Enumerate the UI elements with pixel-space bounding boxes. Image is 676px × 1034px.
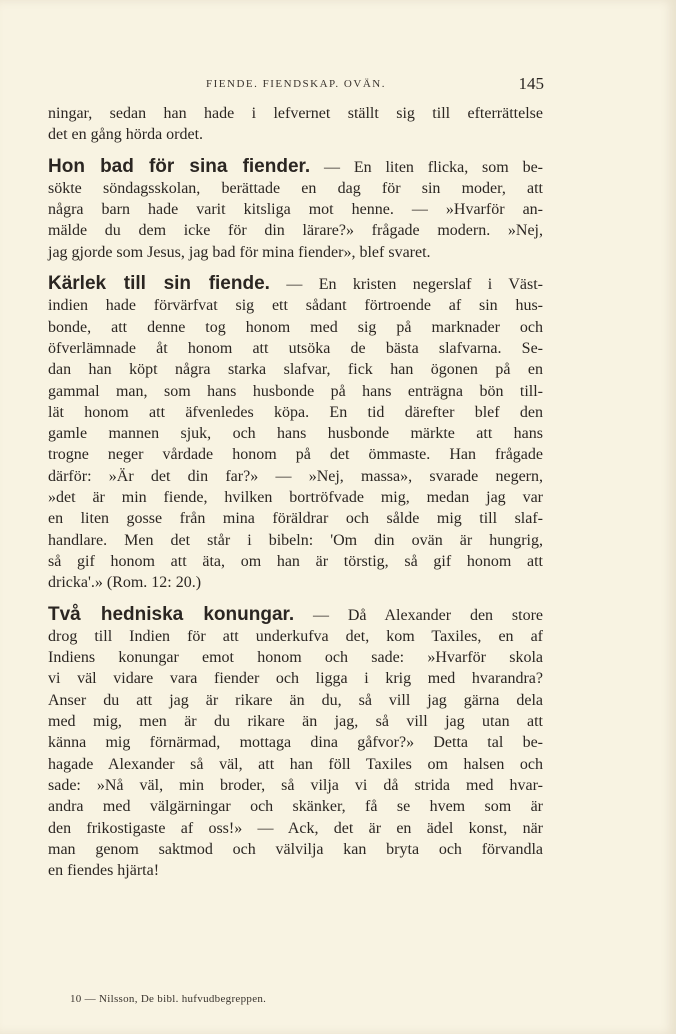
text-line	[48, 338, 543, 359]
line-text: det en gång hörda ordet.	[48, 126, 204, 144]
text-line	[48, 754, 543, 775]
running-head-title: FIENDE. FIENDSKAP. OVÄN.	[206, 78, 386, 90]
line-text: hagade Alexander så väl, att han föll Taxiles om halsen och	[48, 755, 543, 773]
text-line	[48, 572, 543, 593]
line-text: vi väl vidare vara fiender och ligga i krig med hvarandra?	[48, 670, 543, 688]
text-line	[48, 178, 543, 199]
line-text: en liten gosse från mina föräldrar och sålde mig till slaf-	[48, 510, 543, 528]
text-line	[48, 423, 543, 444]
text-line	[48, 732, 543, 753]
line-text: handlare. Men det står i bibeln: 'Om din ovän är hungrig,	[48, 531, 543, 549]
line-text: den frikostigaste af oss!» — Ack, det är en ädel konst, när	[48, 819, 543, 837]
line-text: Indiens konungar emot honom och sade: »Hvarför skola	[48, 649, 543, 667]
paragraph-gap	[48, 263, 543, 273]
line-text: »det är min fiende, hvilken bortröfvade mig, medan jag var	[48, 489, 543, 507]
line-text: med mig, men är du rikare än jag, så vill jag utan att	[48, 713, 543, 731]
paragraph	[48, 273, 543, 593]
line-text: mälde du dem icke för din lärare?» frågade modern. »Nej,	[48, 222, 543, 240]
line-text: Anser du att jag är rikare än du, så vill jag gärna dela	[48, 691, 543, 709]
line-text: några barn hade varit kitsliga mot henne. — »Hvarför an-	[48, 201, 543, 219]
text-line	[48, 839, 543, 860]
text-line	[48, 818, 543, 839]
line-text: känna mig förnärmad, mottaga dina gåfvor?» Detta tal be-	[48, 734, 543, 752]
text-line	[48, 690, 543, 711]
text-line	[48, 220, 543, 241]
text-line	[48, 775, 543, 796]
paragraph	[48, 604, 543, 882]
line-text: — Då Alexander den store	[294, 606, 544, 624]
paragraph	[48, 156, 543, 263]
line-text: trogne neger vårdade honom på det ömmaste. Han frågade	[48, 446, 543, 464]
paragraph	[48, 103, 543, 146]
text-line	[48, 626, 543, 647]
text-line	[48, 466, 543, 487]
line-text: gamle mannen sjuk, och hans husbonde märkte att hans	[48, 425, 543, 443]
line-text: så gif honom att äta, om han är törstig, så gif honom att	[48, 552, 543, 570]
line-text: en fiendes hjärta!	[48, 862, 160, 880]
line-text: drog till Indien för att underkufva det, kom Taxiles, en af	[48, 627, 543, 645]
text-line	[48, 317, 543, 338]
text-line	[48, 402, 543, 423]
text-line	[48, 647, 543, 668]
text-line	[48, 199, 543, 220]
text-line	[48, 103, 543, 124]
line-text: man genom saktmod och välvilja kan bryta och förvandla	[48, 840, 543, 858]
footer-signature: 10 — Nilsson, De bibl. hufvudbegreppen.	[70, 993, 267, 1005]
line-text: — En kristen negerslaf i Väst-	[269, 276, 544, 294]
text-line	[48, 359, 543, 380]
text-line	[48, 444, 543, 465]
line-text: — En liten flicka, som be-	[310, 158, 543, 176]
section-heading: Kärlek till sin fiende.	[48, 273, 270, 295]
text-line	[48, 668, 543, 689]
page-number: 145	[518, 74, 544, 93]
text-line	[48, 508, 543, 529]
line-text: jag gjorde som Jesus, jag bad för mina fiender», blef svaret.	[48, 243, 431, 261]
line-text: indien hade förvärfvat sig ett sådant förtroende af sin hus-	[48, 297, 543, 315]
line-text: sökte söndagsskolan, berättade en dag för sin moder, att	[48, 179, 543, 197]
text-line	[48, 551, 543, 572]
line-text: dricka'.» (Rom. 12: 20.)	[48, 574, 202, 592]
paragraph-gap	[48, 146, 543, 156]
line-text: sade: »Nå väl, min broder, så vilja vi då strida med hvar-	[48, 776, 543, 794]
line-text: dan han köpt några starka slafvar, fick han ögonen på en	[48, 361, 543, 379]
line-text: lät honom att äfvenledes köpa. En tid därefter blef den	[48, 403, 543, 421]
line-text: öfverlämnade åt honom att utsöka de bästa slafvarna. Se-	[48, 339, 543, 357]
text-line	[48, 860, 543, 881]
text-line	[48, 242, 543, 263]
section-heading: Två hedniska konungar.	[48, 603, 295, 625]
text-line	[48, 604, 543, 626]
text-line	[48, 381, 543, 402]
line-text: ningar, sedan han hade i lefvernet ställt sig till efterrättelse	[48, 105, 543, 122]
line-text: gammal man, som hans husbonde på hans enträgna bön till-	[48, 382, 543, 400]
paragraph-gap	[48, 594, 543, 604]
line-text: andra med välgärningar och skänker, få se hvem som är	[48, 798, 543, 816]
text-line	[48, 124, 543, 145]
text-line	[48, 295, 543, 316]
text-line	[48, 273, 543, 295]
line-text: bonde, att denne tog honom med sig på marknader och	[48, 318, 543, 336]
page-body	[48, 103, 543, 881]
text-line	[48, 711, 543, 732]
text-line	[48, 487, 543, 508]
text-line	[48, 156, 543, 178]
section-heading: Hon bad för sina fiender.	[48, 155, 311, 177]
running-head	[48, 74, 544, 96]
text-line	[48, 530, 543, 551]
line-text: därför: »Är det din far?» — »Nej, massa», svarade negern,	[48, 467, 543, 485]
text-line	[48, 796, 543, 817]
